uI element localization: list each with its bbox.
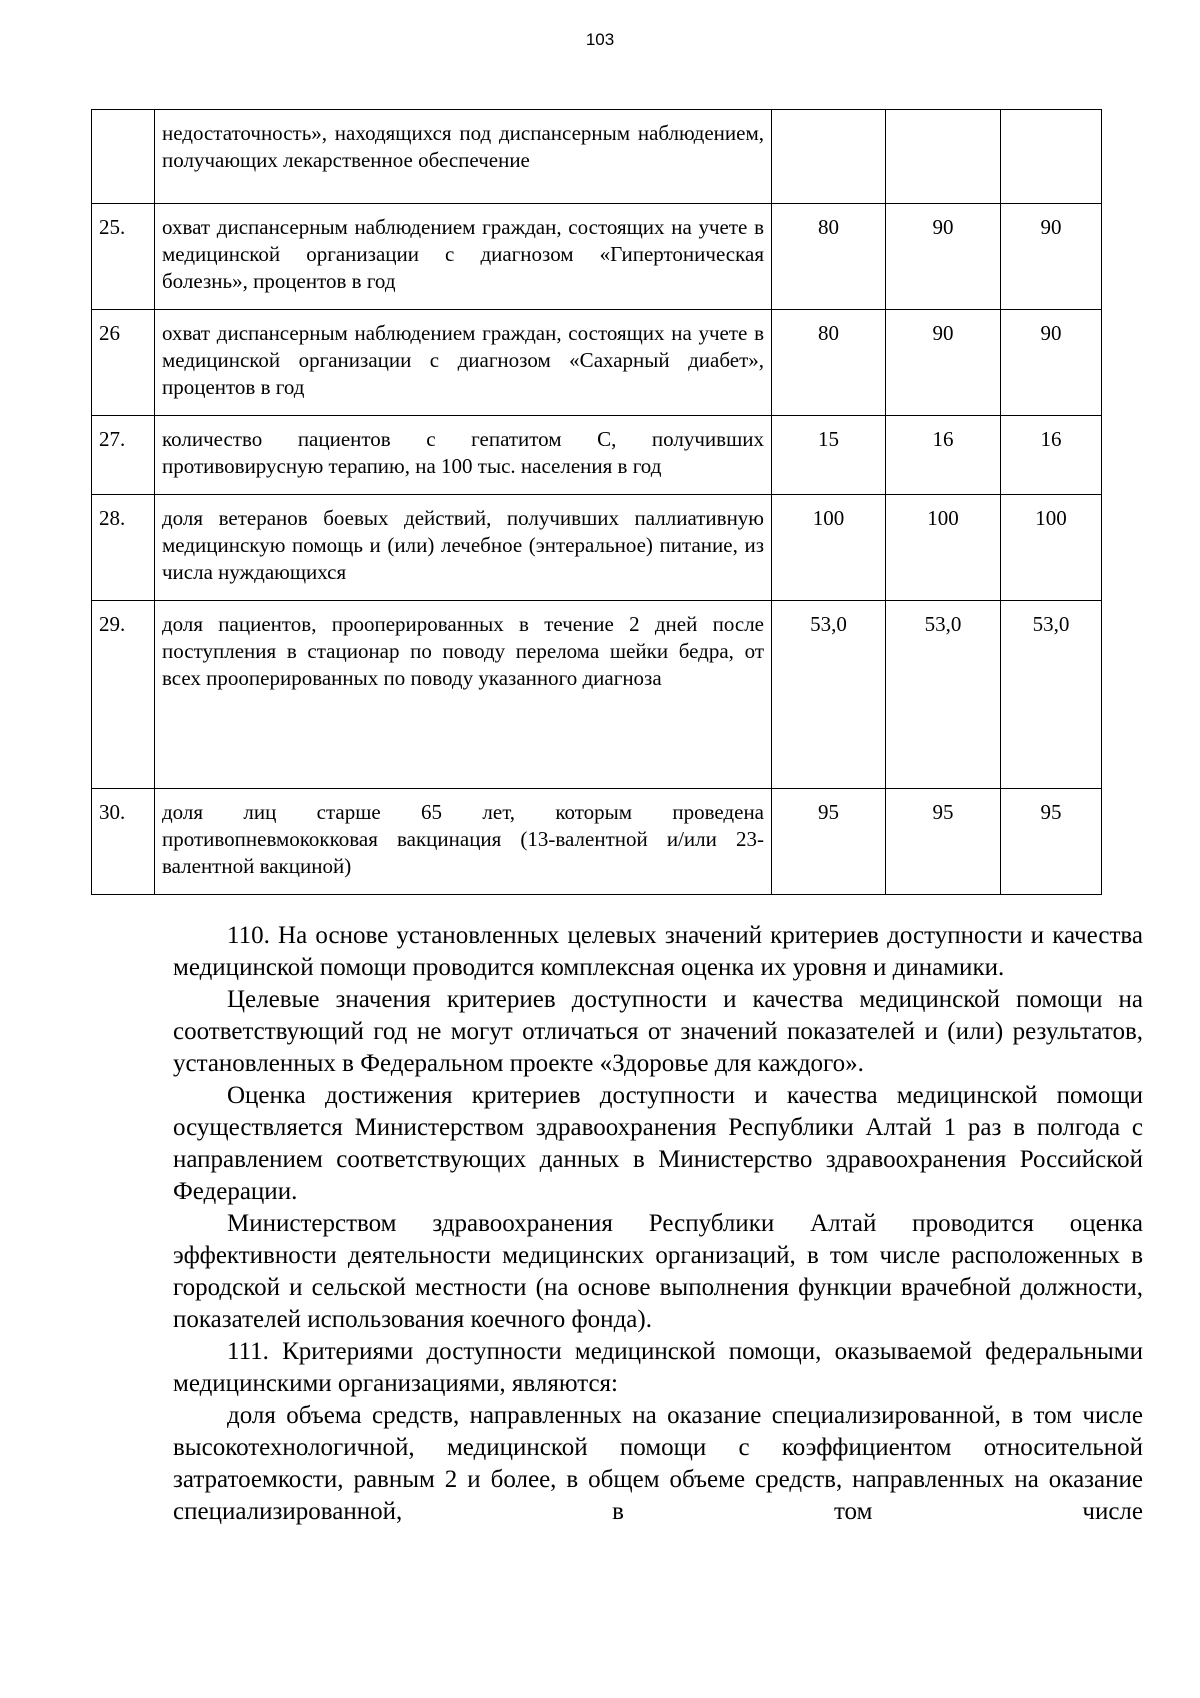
row-number: 26 <box>92 310 155 416</box>
criteria-table <box>91 109 1102 895</box>
criterion-text: охват диспансерным наблюдением граждан, состоящих на учете в медицинской организации с диагнозом «Сахарный диабет», процентов в год <box>155 310 772 416</box>
value-cell <box>1001 110 1102 204</box>
value-cell: 90 <box>1001 204 1102 310</box>
paragraph: 110. На основе установленных целевых значений критериев доступности и качества медицинской помощи проводится комплексная оценка их уровня и динамики. <box>173 922 1143 981</box>
value-cell: 100 <box>1001 495 1102 601</box>
paragraph: Министерством здравоохранения Республики Алтай проводится оценка эффективности деятельности медицинских организаций, в том числе расположенных в городской и сельской местности (на основе выполнения функции врачебной должности, показателей использования коечного фонда). <box>173 1210 1143 1333</box>
row-number <box>92 110 155 204</box>
criterion-text: охват диспансерным наблюдением граждан, состоящих на учете в медицинской организации с диагнозом «Гипертоническая болезнь», процентов в год <box>155 204 772 310</box>
table-row <box>92 310 1102 416</box>
value-cell <box>772 110 886 204</box>
value-cell: 100 <box>772 495 886 601</box>
paragraph: доля объема средств, направленных на оказание специализированной, в том числе высокотехнологичной, медицинской помощи с коэффициентом относительной затратоемкости, равным 2 и более, в общем объеме средств, направленных на оказание специализированной, в том числе <box>173 1402 1143 1525</box>
value-cell: 53,0 <box>886 601 1001 789</box>
value-cell: 95 <box>1001 789 1102 895</box>
row-number: 25. <box>92 204 155 310</box>
row-number: 30. <box>92 789 155 895</box>
table-row <box>92 204 1102 310</box>
value-cell: 16 <box>1001 416 1102 495</box>
value-cell <box>886 110 1001 204</box>
value-cell: 53,0 <box>772 601 886 789</box>
page-number: 103 <box>585 30 615 49</box>
value-cell: 80 <box>772 310 886 416</box>
paragraph: Целевые значения критериев доступности и качества медицинской помощи на соответствующий год не могут отличаться от значений показателей и (или) результатов, установленных в Федеральном проекте «Здоровье для каждого». <box>173 986 1143 1077</box>
criterion-text: доля пациентов, прооперированных в течение 2 дней после поступления в стационар по поводу перелома шейки бедра, от всех прооперированных по поводу указанного диагноза <box>155 601 772 789</box>
paragraph: Оценка достижения критериев доступности и качества медицинской помощи осуществляется Министерством здравоохранения Республики Алтай 1 раз в полгода с направлением соответствующих данных в Министерство здравоохранения Российской Федерации. <box>173 1082 1143 1205</box>
value-cell: 90 <box>886 204 1001 310</box>
row-number: 29. <box>92 601 155 789</box>
body-text <box>173 920 1143 1528</box>
row-number: 27. <box>92 416 155 495</box>
value-cell: 95 <box>886 789 1001 895</box>
table-row <box>92 601 1102 789</box>
value-cell: 90 <box>886 310 1001 416</box>
table-row <box>92 110 1102 204</box>
row-number: 28. <box>92 495 155 601</box>
criterion-text: доля ветеранов боевых действий, получивших паллиативную медицинскую помощь и (или) лечебное (энтеральное) питание, из числа нуждающихся <box>155 495 772 601</box>
criterion-text: недостаточность», находящихся под диспансерным наблюдением, получающих лекарственное обеспечение <box>155 110 772 204</box>
value-cell: 15 <box>772 416 886 495</box>
value-cell: 16 <box>886 416 1001 495</box>
table-row <box>92 789 1102 895</box>
value-cell: 90 <box>1001 310 1102 416</box>
table-row <box>92 416 1102 495</box>
table-row <box>92 495 1102 601</box>
paragraph: 111. Критериями доступности медицинской помощи, оказываемой федеральными медицинскими организациями, являются: <box>173 1338 1143 1397</box>
value-cell: 95 <box>772 789 886 895</box>
criterion-text: количество пациентов с гепатитом С, получивших противовирусную терапию, на 100 тыс. населения в год <box>155 416 772 495</box>
criterion-text: доля лиц старше 65 лет, которым проведена противопневмококковая вакцинация (13-валентной и/или 23-валентной вакциной) <box>155 789 772 895</box>
value-cell: 53,0 <box>1001 601 1102 789</box>
value-cell: 100 <box>886 495 1001 601</box>
value-cell: 80 <box>772 204 886 310</box>
